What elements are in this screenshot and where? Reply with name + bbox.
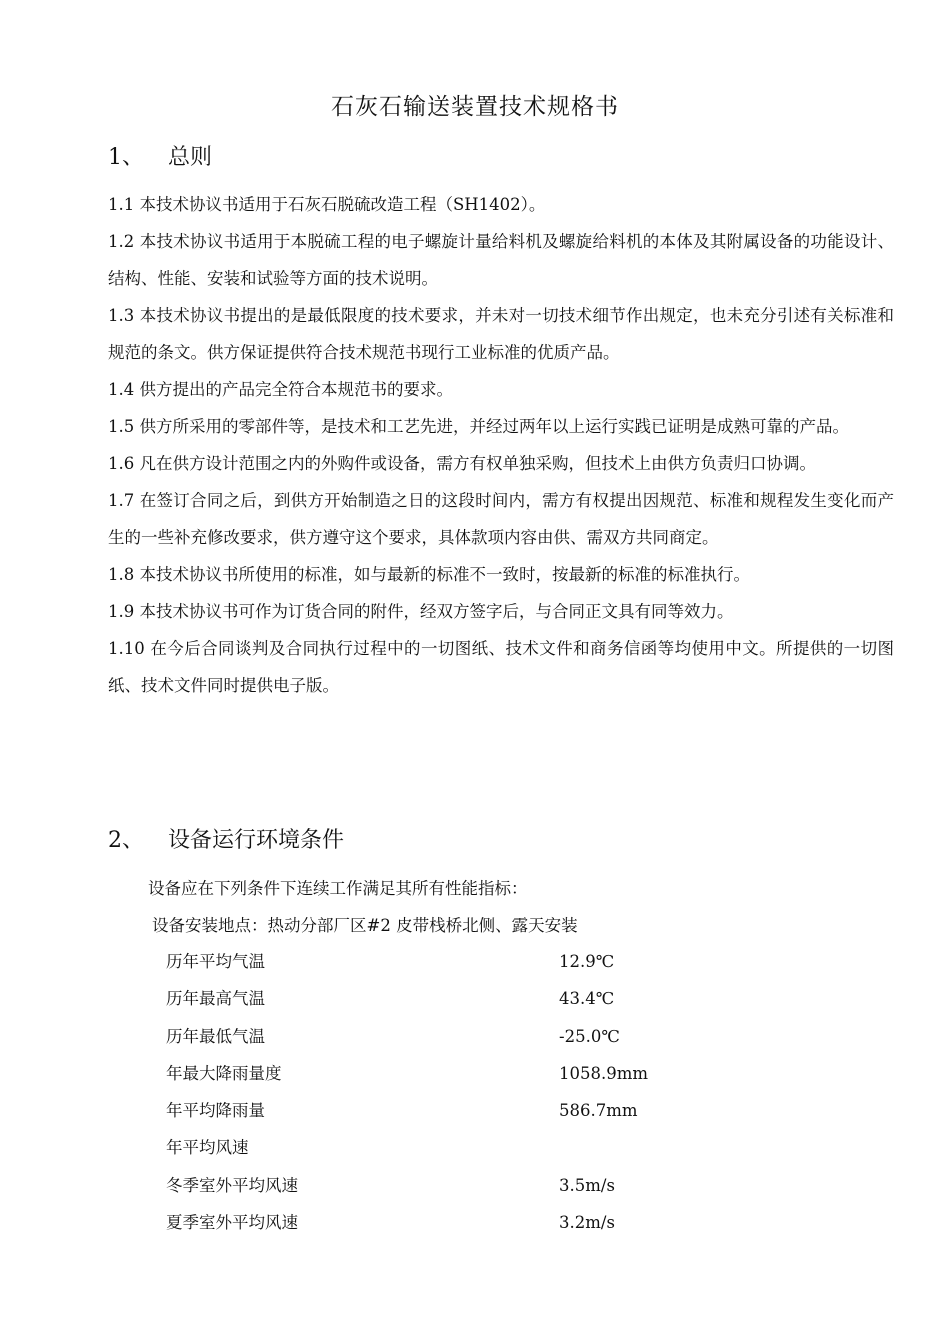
section-2-intro: 设备应在下列条件下连续工作满足其所有性能指标： (148, 879, 528, 898)
condition-row (166, 1018, 766, 1055)
section-1-heading (108, 140, 212, 171)
condition-label: 历年最高气温 (166, 989, 265, 1009)
section-2-title: 设备运行环境条件 (168, 828, 345, 853)
condition-value: 3.5m/s (559, 1175, 615, 1195)
condition-row (166, 1055, 766, 1092)
clause-1-2: 1.2 本技术协议书适用于本脱硫工程的电子螺旋计量给料机及螺旋给料机的本体及其附属设备的功能设计、结构、性能、安装和试验等方面的技术说明。 (108, 232, 894, 288)
condition-label: 年平均风速 (166, 1138, 249, 1158)
condition-row (166, 1204, 766, 1241)
environment-conditions-table (166, 943, 766, 1241)
condition-label: 历年最低气温 (166, 1026, 265, 1046)
condition-row (166, 1092, 766, 1129)
condition-value: 3.2m/s (559, 1213, 615, 1233)
condition-value: -25.0℃ (559, 1026, 620, 1046)
condition-label: 冬季室外平均风速 (166, 1175, 298, 1195)
installation-location: 设备安装地点：热动分部厂区#2 皮带栈桥北侧、露天安装 (152, 916, 578, 935)
clause-1-8: 1.8 本技术协议书所使用的标准，如与最新的标准不一致时，按最新的标准的标准执行。 (108, 565, 750, 584)
condition-value: 1058.9mm (559, 1063, 649, 1083)
clause-1-6: 1.6 凡在供方设计范围之内的外购件或设备，需方有权单独采购，但技术上由供方负责归口协调。 (108, 454, 816, 473)
clause-1-3: 1.3 本技术协议书提出的是最低限度的技术要求，并未对一切技术细节作出规定，也未充分引述有关标准和规范的条文。供方保证提供符合技术规范书现行工业标准的优质产品。 (108, 306, 894, 362)
condition-label: 年平均降雨量 (166, 1101, 265, 1121)
condition-row (166, 943, 766, 980)
condition-value: 43.4℃ (559, 989, 615, 1009)
condition-label: 历年平均气温 (166, 952, 265, 971)
clause-1-4: 1.4 供方提出的产品完全符合本规范书的要求。 (108, 380, 453, 399)
section-2-number: 2、 (108, 828, 144, 853)
condition-value: 586.7mm (559, 1101, 638, 1121)
clause-1-9: 1.9 本技术协议书可作为订货合同的附件，经双方签字后，与合同正文具有同等效力。 (108, 602, 734, 621)
clause-1-1: 1.1 本技术协议书适用于石灰石脱硫改造工程（SH1402）。 (108, 195, 546, 214)
clause-1-7: 1.7 在签订合同之后，到供方开始制造之日的这段时间内，需方有权提出因规范、标准和规程发生变化而产生的一些补充修改要求，供方遵守这个要求，具体款项内容由供、需双方共同商定。 (108, 491, 894, 547)
condition-row (166, 980, 766, 1017)
condition-row (166, 1129, 766, 1166)
clause-1-10: 1.10 在今后合同谈判及合同执行过程中的一切图纸、技术文件和商务信函等均使用中文。所提供的一切图纸、技术文件同时提供电子版。 (108, 639, 894, 695)
condition-label: 年最大降雨量度 (166, 1063, 282, 1083)
section-1-number: 1、 (108, 145, 144, 170)
section-1-clauses (108, 186, 894, 704)
section-2-heading (108, 823, 344, 854)
condition-row (166, 1167, 766, 1204)
condition-value: 12.9℃ (559, 952, 615, 971)
section-1-title: 总则 (168, 145, 213, 170)
clause-1-5: 1.5 供方所采用的零部件等，是技术和工艺先进，并经过两年以上运行实践已证明是成熟可靠的产品。 (108, 417, 849, 436)
condition-label: 夏季室外平均风速 (166, 1213, 298, 1233)
document-title: 石灰石输送装置技术规格书 (331, 94, 619, 120)
